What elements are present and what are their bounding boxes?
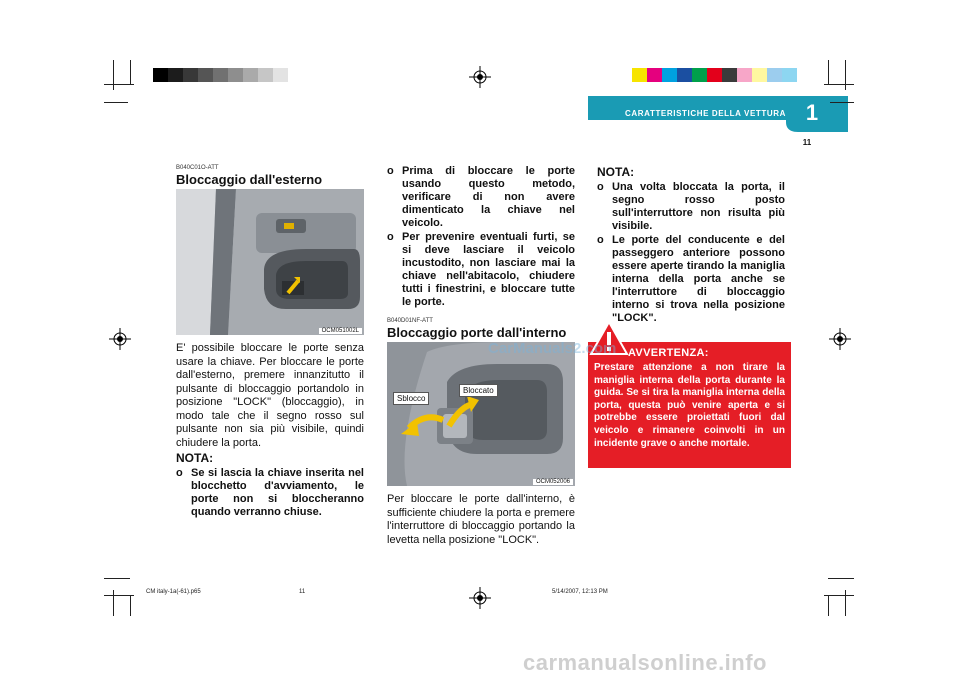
crop-mark [113, 590, 114, 616]
section-title-interior: Bloccaggio porte dall'interno [387, 325, 567, 340]
crop-mark [104, 102, 128, 103]
page-number: 11 [802, 138, 812, 147]
grayscale-swatch [213, 68, 228, 82]
watermark: carmanualsonline.info [523, 650, 767, 675]
crop-mark [828, 60, 829, 84]
color-swatch [722, 68, 737, 82]
color-swatch [677, 68, 692, 82]
note-list [176, 467, 364, 520]
grayscale-swatch [228, 68, 243, 82]
footer-date: 5/14/2007, 12:13 PM [552, 589, 608, 595]
precaution-list [387, 165, 575, 310]
grayscale-swatch [258, 68, 273, 82]
registration-mark-icon [829, 328, 851, 350]
grayscale-swatch [168, 68, 183, 82]
color-swatch [737, 68, 752, 82]
color-swatch [707, 68, 722, 82]
section-title: CARATTERISTICHE DELLA VETTURA [625, 109, 786, 118]
warning-text: Prestare attenzione a non tirare la maniglia interna della porta durante la guida. Se si tira la maniglia interna della porta, questa può venire aperta e si potrebbe essere proiettati fuori dal veicolo e rimanere coinvolti in un incidente grave o anche mortale. [594, 362, 785, 449]
color-swatch [692, 68, 707, 82]
footer-page: 11 [299, 589, 306, 595]
grayscale-swatch [243, 68, 258, 82]
unlock-label: Sblocco [393, 392, 429, 405]
crop-mark [113, 60, 114, 90]
door-interior-photo [387, 342, 575, 486]
interior-paragraph: Per bloccare le porte dall'interno, è sufficiente chiudere la porta e premere l'interruttore di bloccaggio portando la levetta nella posizione "LOCK". [387, 493, 575, 546]
color-calibration-bar [632, 68, 797, 82]
note-title: NOTA: [176, 451, 214, 465]
note-list [597, 181, 785, 326]
registration-mark-icon [469, 587, 491, 609]
section-code: B040C01O-ATT [176, 165, 219, 171]
grayscale-swatch [273, 68, 288, 82]
color-swatch [647, 68, 662, 82]
crop-mark [824, 84, 854, 85]
grayscale-swatch [183, 68, 198, 82]
crop-mark [104, 578, 130, 579]
grayscale-swatch [153, 68, 168, 82]
registration-mark-icon [109, 328, 131, 350]
color-swatch [782, 68, 797, 82]
note-title: NOTA: [597, 165, 635, 179]
color-swatch [767, 68, 782, 82]
registration-mark-icon [469, 66, 491, 88]
door-exterior-photo [176, 189, 364, 335]
warning-box [588, 342, 791, 468]
grayscale-calibration-bar [153, 68, 303, 82]
section-code: B040D01NF-ATT [387, 318, 433, 324]
crop-mark [845, 590, 846, 616]
crop-mark [845, 60, 846, 90]
exterior-paragraph: E' possibile bloccare le porte senza usare la chiave. Per bloccare le porte dall'esterno, premere innanzitutto il pulsante di bloccaggio portandolo in posizione "LOCK" (bloccaggio), in modo tale che il segno rosso sul pulsante non sia più visibile, quindi chiudere la porta. [176, 342, 364, 449]
precaution-item: o Prima di bloccare le porte usando questo metodo, verificare di non avere dimenticato la chiave nel veicolo. [387, 165, 575, 230]
photo-code: OCM052006 [533, 479, 573, 485]
grayscale-swatch [288, 68, 303, 82]
crop-mark [104, 84, 134, 85]
lock-label: Bloccato [459, 384, 498, 397]
crop-mark [828, 596, 829, 616]
note-item: o Se si lascia la chiave inserita nel blocchetto d'avviamento, le porte non si bloccheranno quando verranno chiuse. [176, 467, 364, 519]
watermark: CarManuals2.com [488, 340, 617, 357]
photo-code: OCM051002L [319, 328, 362, 334]
section-title-exterior: Bloccaggio dall'esterno [176, 172, 323, 187]
note-item: o Una volta bloccata la porta, il segno rosso posto sull'interruttore non risulta più visibile. [597, 181, 785, 233]
crop-mark [130, 596, 131, 616]
chapter-number: 1 [805, 100, 819, 125]
crop-mark [130, 60, 131, 84]
precaution-item: o Per prevenire eventuali furti, se si deve lasciare il veicolo incustodito, non lasciare mai la chiave nell'abitacolo, chiudere tutti i finestrini, e bloccare tutte le porte. [387, 231, 575, 309]
grayscale-swatch [198, 68, 213, 82]
footer-file: CM italy-1a(-61).p65 [146, 589, 201, 595]
crop-mark [828, 578, 854, 579]
color-swatch [752, 68, 767, 82]
crop-mark [830, 102, 854, 103]
note-item: o Le porte del conducente e del passeggero anteriore possono essere aperte tirando la maniglia interna della porta anche se l'interruttore di bloccaggio interno si trova nella posizione "LOCK". [597, 234, 785, 325]
lock-direction-arrows-icon [387, 342, 575, 486]
warning-title: AVVERTENZA: [628, 347, 709, 359]
color-swatch [662, 68, 677, 82]
color-swatch [632, 68, 647, 82]
